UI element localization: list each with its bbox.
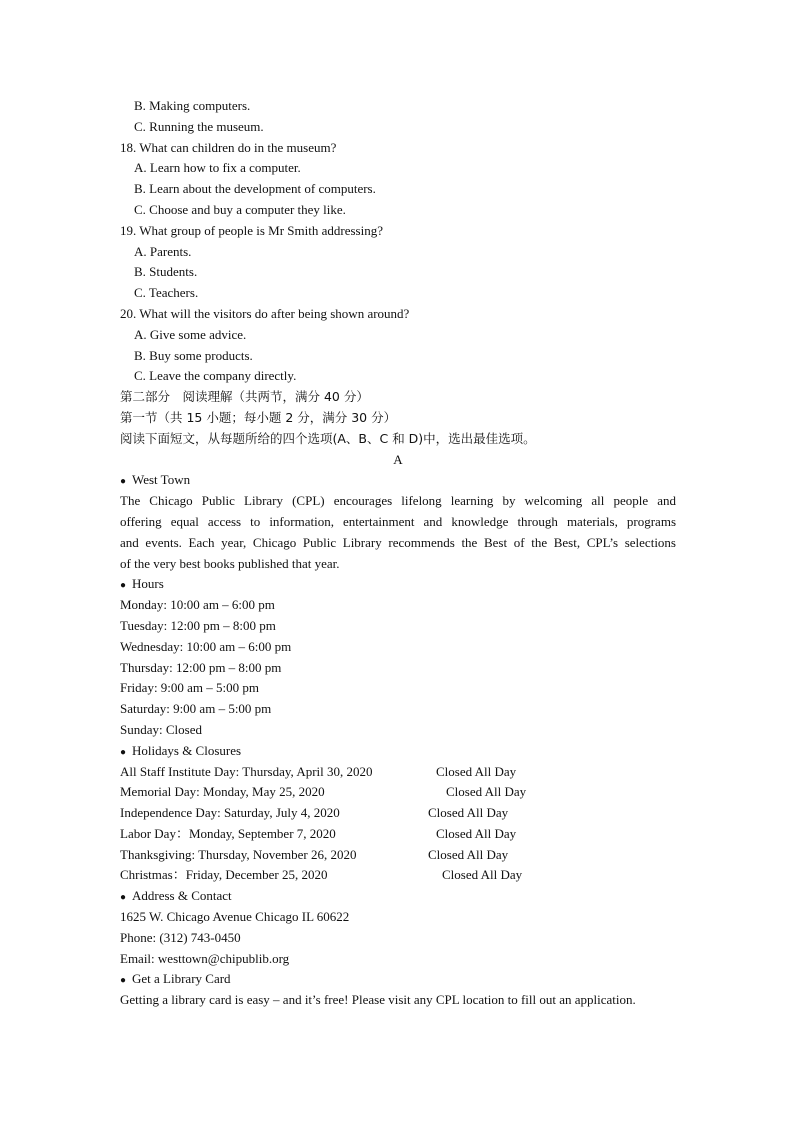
hours-thursday: Thursday: 12:00 pm – 8:00 pm bbox=[120, 659, 282, 675]
bullet-icon: ● bbox=[120, 746, 127, 758]
q18-question: 18. What can children do in the museum? bbox=[120, 139, 337, 155]
holiday-status: Closed All Day bbox=[446, 784, 527, 800]
holiday-date: Thanksgiving: Thursday, November 26, 2020 bbox=[120, 846, 357, 862]
holidays-heading bbox=[120, 741, 676, 762]
contact-heading bbox=[120, 886, 676, 907]
q19-option-a: A. Parents. bbox=[134, 243, 192, 259]
hours-tuesday: Tuesday: 12:00 pm – 8:00 pm bbox=[120, 617, 276, 633]
q17-option-c: C. Running the museum. bbox=[134, 118, 264, 134]
holiday-status: Closed All Day bbox=[428, 805, 509, 821]
q20-option-c: C. Leave the company directly. bbox=[134, 368, 297, 384]
intro-line: The Chicago Public Library (CPL) encourages lifelong learning by welcoming all people and bbox=[120, 493, 676, 509]
bullet-icon: ● bbox=[120, 580, 127, 592]
holiday-row bbox=[120, 824, 676, 845]
q18-option-c: C. Choose and buy a computer they like. bbox=[134, 201, 346, 217]
bullet-icon: ● bbox=[120, 892, 127, 904]
holiday-row bbox=[120, 803, 676, 824]
holiday-date: Christmas：Friday, December 25, 2020 bbox=[120, 867, 328, 883]
card-heading-text: Get a Library Card bbox=[132, 971, 231, 987]
card-heading bbox=[120, 969, 676, 990]
holiday-date: Memorial Day: Monday, May 25, 2020 bbox=[120, 784, 325, 800]
holiday-status: Closed All Day bbox=[428, 846, 509, 862]
passage-letter: A bbox=[393, 451, 403, 467]
holiday-status: Closed All Day bbox=[436, 763, 517, 779]
west-town-heading-text: West Town bbox=[132, 472, 191, 488]
holidays-heading-text: Holidays & Closures bbox=[132, 742, 242, 758]
q20-option-b: B. Buy some products. bbox=[134, 347, 253, 363]
document-page bbox=[120, 96, 676, 1011]
q20-question: 20. What will the visitors do after being shown around? bbox=[120, 305, 410, 321]
hours-heading bbox=[120, 574, 676, 595]
holiday-date: Independence Day: Saturday, July 4, 2020 bbox=[120, 805, 340, 821]
contact-email: Email: westtown@chipublib.org bbox=[120, 950, 290, 966]
hours-sunday: Sunday: Closed bbox=[120, 721, 202, 737]
west-town-heading bbox=[120, 470, 676, 491]
q20-option-a: A. Give some advice. bbox=[134, 326, 247, 342]
q17-option-b: B. Making computers. bbox=[134, 98, 251, 113]
hours-heading-text: Hours bbox=[132, 576, 164, 592]
holiday-row bbox=[120, 762, 676, 783]
bullet-icon: ● bbox=[120, 975, 127, 987]
holiday-row bbox=[120, 845, 676, 866]
q19-question: 19. What group of people is Mr Smith addressing? bbox=[120, 222, 383, 238]
q19-option-b: B. Students. bbox=[134, 264, 198, 280]
bullet-icon: ● bbox=[120, 476, 127, 488]
holiday-status: Closed All Day bbox=[436, 825, 517, 841]
q18-option-a: A. Learn how to fix a computer. bbox=[134, 160, 301, 176]
section-heading: 第一节（共 15 小题；每小题 2 分，满分 30 分） bbox=[120, 409, 397, 425]
reading-instruction: 阅读下面短文，从每题所给的四个选项(A、B、C 和 D)中，选出最佳选项。 bbox=[120, 430, 536, 446]
part-heading: 第二部分 阅读理解（共两节，满分 40 分） bbox=[120, 389, 369, 405]
intro-line: and events. Each year, Chicago Public Library recommends the Best of the Best, CPL’s selections bbox=[120, 534, 676, 550]
holiday-date: All Staff Institute Day: Thursday, April 30, 2020 bbox=[120, 763, 373, 779]
holiday-status: Closed All Day bbox=[442, 867, 523, 883]
holiday-row bbox=[120, 782, 676, 803]
contact-heading-text: Address & Contact bbox=[132, 888, 232, 904]
contact-phone: Phone: (312) 743-0450 bbox=[120, 929, 241, 945]
west-town-intro bbox=[120, 491, 676, 574]
hours-wednesday: Wednesday: 10:00 am – 6:00 pm bbox=[120, 638, 292, 654]
contact-address: 1625 W. Chicago Avenue Chicago IL 60622 bbox=[120, 909, 350, 925]
holiday-date: Labor Day：Monday, September 7, 2020 bbox=[120, 825, 336, 841]
hours-monday: Monday: 10:00 am – 6:00 pm bbox=[120, 597, 275, 613]
hours-saturday: Saturday: 9:00 am – 5:00 pm bbox=[120, 701, 272, 717]
q18-option-b: B. Learn about the development of computers. bbox=[134, 181, 376, 197]
holiday-row bbox=[120, 865, 676, 886]
hours-friday: Friday: 9:00 am – 5:00 pm bbox=[120, 680, 260, 696]
intro-line: offering equal access to information, entertainment and knowledge through materials, programs bbox=[120, 513, 676, 529]
q19-option-c: C. Teachers. bbox=[134, 285, 199, 301]
intro-line: of the very best books published that year. bbox=[120, 555, 340, 571]
card-text: Getting a library card is easy – and it’s free! Please visit any CPL location to fill out an application. bbox=[120, 992, 636, 1008]
